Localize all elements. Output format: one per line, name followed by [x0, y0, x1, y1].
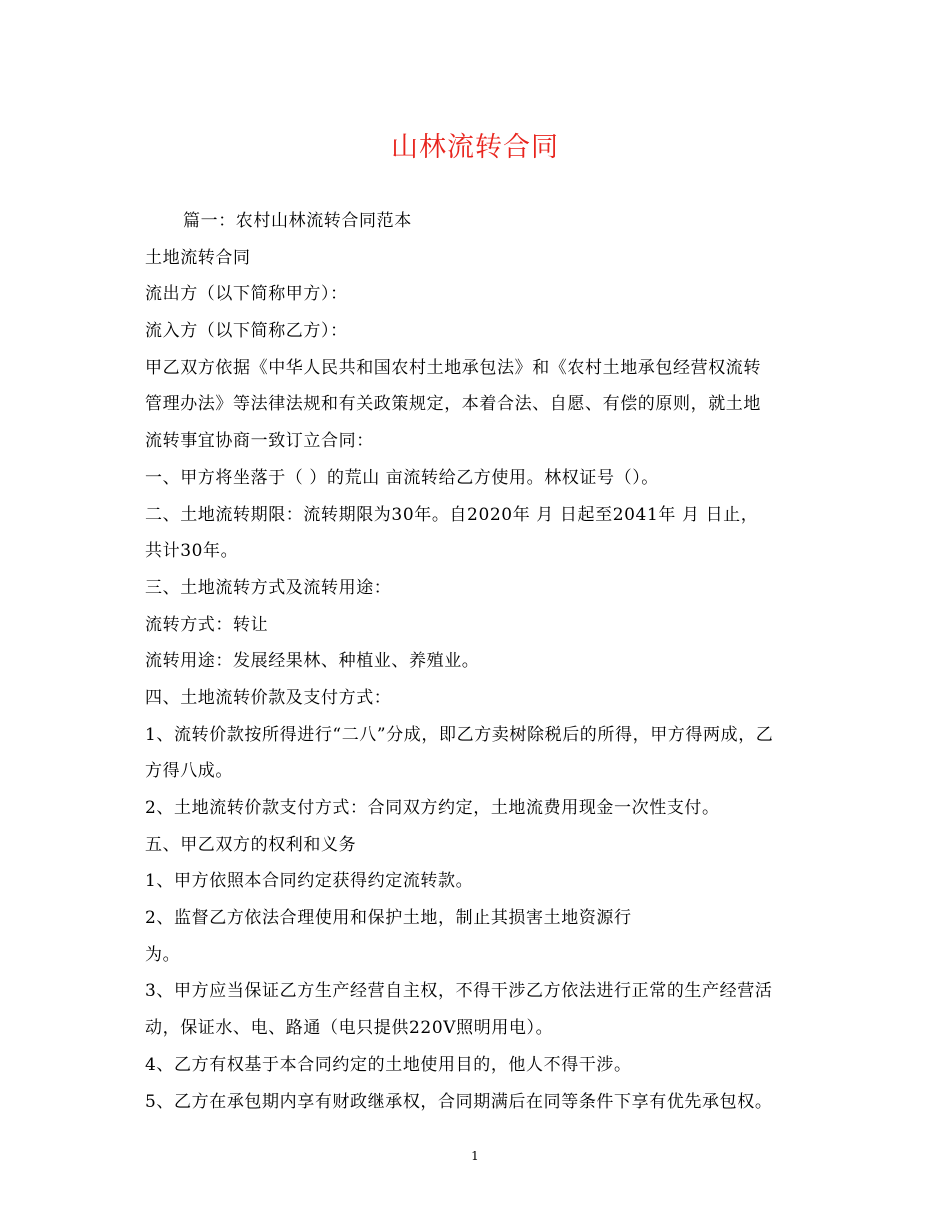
body-line: 流转方式：转让 [145, 614, 269, 635]
body-line: 为。 [145, 944, 181, 965]
body-line: 二、土地流转期限：流转期限为30年。自2020年 月 日起至2041年 月 日止， [145, 504, 759, 525]
body-line: 四、土地流转价款及支付方式： [145, 687, 392, 708]
body-line: 4、乙方有权基于本合同约定的土地使用目的，他人不得干涉。 [145, 1054, 632, 1075]
body-line: 土地流转合同 [145, 247, 251, 268]
body-line: 流入方（以下简称乙方）： [145, 321, 348, 342]
body-line: 5、乙方在承包期内享有财政继承权，合同期满后在同等条件下享有优先承包权。 [145, 1091, 773, 1112]
body-line: 五、甲乙双方的权利和义务 [145, 834, 357, 855]
body-line: 3、甲方应当保证乙方生产经营自主权，不得干涉乙方依法进行正常的生产经营活 [145, 981, 773, 1002]
body-line: 一、甲方将坐落于（ ）的荒山 亩流转给乙方使用。林权证号（）。 [145, 467, 659, 488]
body-line: 流转事宜协商一致订立合同： [145, 431, 374, 452]
body-line: 三、土地流转方式及流转用途： [145, 577, 392, 598]
page-number: 1 [471, 1149, 479, 1163]
body-line: 2、土地流转价款支付方式：合同双方约定，土地流费用现金一次性支付。 [145, 798, 720, 818]
body-line: 1、流转价款按所得进行“二八”分成，即乙方卖树除税后的所得，甲方得两成，乙 [145, 724, 774, 745]
body-line: 流出方（以下简称甲方）： [145, 284, 348, 305]
document-title: 山林流转合同 [391, 132, 559, 163]
body-line: 共计30年。 [145, 541, 239, 562]
body-line: 管理办法》等法律法规和有关政策规定，本着合法、自愿、有偿的原则，就土地 [145, 394, 761, 415]
body-line-heading: 篇一：农村山林流转合同范本 [183, 211, 412, 231]
body-line: 2、监督乙方依法合理使用和保护土地，制止其损害土地资源行 [145, 908, 632, 929]
body-line: 方得八成。 [145, 761, 233, 782]
document-body [145, 203, 813, 1120]
body-line: 甲乙双方依据《中华人民共和国农村土地承包法》和《农村土地承包经营权流转 [145, 357, 761, 378]
body-line: 动，保证水、电、路通（电只提供220V照明用电）。 [145, 1018, 554, 1039]
body-line: 1、甲方依照本合同约定获得约定流转款。 [145, 871, 474, 892]
body-line: 流转用途：发展经果林、种植业、养殖业。 [145, 651, 480, 672]
